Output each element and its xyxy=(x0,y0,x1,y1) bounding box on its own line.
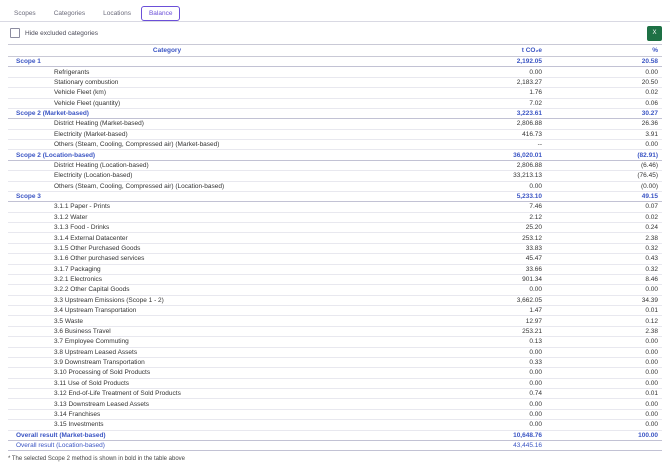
cell-percent: 0.00 xyxy=(546,140,662,150)
cell-value: 3,223.61 xyxy=(326,108,546,118)
cell-percent: 2.38 xyxy=(546,326,662,336)
tab-scopes[interactable]: Scopes xyxy=(14,10,36,17)
cell-value: 0.00 xyxy=(326,285,546,295)
table-row[interactable] xyxy=(8,223,662,233)
cell-percent: 0.07 xyxy=(546,202,662,212)
cell-value: 0.13 xyxy=(326,337,546,347)
cell-category: Others (Steam, Cooling, Compressed air) (Location-based) xyxy=(8,181,326,191)
cell-category: Overall result (Market-based) xyxy=(8,430,326,440)
cell-percent: 0.32 xyxy=(546,264,662,274)
cell-category: Refrigerants xyxy=(8,67,326,77)
cell-value: 0.00 xyxy=(326,181,546,191)
cell-percent: 0.00 xyxy=(546,285,662,295)
balance-table xyxy=(8,44,662,451)
hide-excluded-label: Hide excluded categories xyxy=(25,29,98,37)
cell-category: 3.2.2 Other Capital Goods xyxy=(8,285,326,295)
cell-percent: 0.00 xyxy=(546,357,662,367)
table-row[interactable] xyxy=(8,202,662,212)
cell-category: Overall result (Location-based) xyxy=(8,440,326,450)
cell-category: 3.7 Employee Commuting xyxy=(8,337,326,347)
cell-category: 3.14 Franchises xyxy=(8,409,326,419)
table-row[interactable] xyxy=(8,264,662,274)
tab-categories[interactable]: Categories xyxy=(53,10,86,17)
cell-percent: 30.27 xyxy=(546,108,662,118)
cell-value: 0.33 xyxy=(326,357,546,367)
cell-value: 253.12 xyxy=(326,233,546,243)
cell-percent: 0.43 xyxy=(546,254,662,264)
table-row[interactable] xyxy=(8,160,662,170)
cell-value: 10,648.76 xyxy=(326,430,546,440)
cell-percent: 20.50 xyxy=(546,77,662,87)
table-row[interactable] xyxy=(8,357,662,367)
table-row[interactable] xyxy=(8,77,662,87)
cell-category: 3.1.1 Paper - Prints xyxy=(8,202,326,212)
table-row[interactable] xyxy=(8,254,662,264)
cell-percent: 100.00 xyxy=(546,430,662,440)
cell-value: 0.00 xyxy=(326,399,546,409)
cell-category: Electricity (Location-based) xyxy=(8,171,326,181)
cell-percent xyxy=(546,440,662,450)
tab-balance[interactable]: Balance xyxy=(141,6,181,21)
table-row[interactable] xyxy=(8,108,662,118)
cell-percent: 0.00 xyxy=(546,399,662,409)
cell-value: 2,806.88 xyxy=(326,119,546,129)
cell-category: Scope 2 (Market-based) xyxy=(8,108,326,118)
column-header-percent: % xyxy=(546,45,662,57)
cell-percent: (6.46) xyxy=(546,160,662,170)
cell-category: 3.3 Upstream Emissions (Scope 1 - 2) xyxy=(8,295,326,305)
cell-category: Others (Steam, Cooling, Compressed air) (Market-based) xyxy=(8,140,326,150)
cell-category: 3.5 Waste xyxy=(8,316,326,326)
table-row[interactable] xyxy=(8,57,662,67)
cell-percent: (76.45) xyxy=(546,171,662,181)
cell-value: 25.20 xyxy=(326,223,546,233)
cell-percent: 0.24 xyxy=(546,223,662,233)
cell-category: 3.9 Downstream Transportation xyxy=(8,357,326,367)
cell-percent: 2.38 xyxy=(546,233,662,243)
column-header-value: t CO₂e xyxy=(326,45,546,57)
cell-category: 3.4 Upstream Transportation xyxy=(8,306,326,316)
cell-value: 12.97 xyxy=(326,316,546,326)
cell-value: -- xyxy=(326,140,546,150)
cell-value: 2,183.27 xyxy=(326,77,546,87)
table-row[interactable] xyxy=(8,295,662,305)
table-row[interactable] xyxy=(8,181,662,191)
toolbar xyxy=(0,22,670,44)
cell-percent: 0.01 xyxy=(546,306,662,316)
cell-percent: 49.15 xyxy=(546,191,662,201)
cell-value: 0.00 xyxy=(326,347,546,357)
footnote: * The selected Scope 2 method is shown in bold in the table above xyxy=(8,456,186,462)
table-row[interactable] xyxy=(8,150,662,160)
cell-value: 43,445.16 xyxy=(326,440,546,450)
cell-category: Electricity (Market-based) xyxy=(8,129,326,139)
table-row[interactable] xyxy=(8,347,662,357)
table-row[interactable] xyxy=(8,285,662,295)
table-row[interactable] xyxy=(8,171,662,181)
table-row[interactable] xyxy=(8,274,662,284)
table-row[interactable] xyxy=(8,440,662,450)
cell-value: 2,806.88 xyxy=(326,160,546,170)
column-header-category: Category xyxy=(8,45,326,57)
cell-value: 0.00 xyxy=(326,368,546,378)
cell-value: 0.00 xyxy=(326,67,546,77)
table-row[interactable] xyxy=(8,399,662,409)
cell-category: 3.10 Processing of Sold Products xyxy=(8,368,326,378)
cell-percent: 0.06 xyxy=(546,98,662,108)
table-row[interactable] xyxy=(8,191,662,201)
table-row[interactable] xyxy=(8,212,662,222)
table-row[interactable] xyxy=(8,368,662,378)
cell-value: 2.12 xyxy=(326,212,546,222)
cell-category: 3.13 Downstream Leased Assets xyxy=(8,399,326,409)
table-row[interactable] xyxy=(8,119,662,129)
report-table-container xyxy=(0,44,670,451)
cell-value: 33.66 xyxy=(326,264,546,274)
cell-percent: 26.36 xyxy=(546,119,662,129)
cell-percent: 0.01 xyxy=(546,389,662,399)
excel-export-icon[interactable]: X xyxy=(647,26,662,41)
cell-percent: (82.91) xyxy=(546,150,662,160)
cell-category: 3.12 End-of-Life Treatment of Sold Products xyxy=(8,389,326,399)
table-row[interactable] xyxy=(8,409,662,419)
cell-category: 3.1.4 External Datacenter xyxy=(8,233,326,243)
cell-value: 0.74 xyxy=(326,389,546,399)
table-row[interactable] xyxy=(8,140,662,150)
tab-bar xyxy=(0,0,670,22)
cell-value: 5,233.10 xyxy=(326,191,546,201)
cell-category: 3.1.7 Packaging xyxy=(8,264,326,274)
cell-category: 3.1.5 Other Purchased Goods xyxy=(8,243,326,253)
table-row[interactable] xyxy=(8,389,662,399)
cell-value: 0.00 xyxy=(326,378,546,388)
cell-percent: 3.91 xyxy=(546,129,662,139)
cell-value: 253.21 xyxy=(326,326,546,336)
cell-category: District Heating (Market-based) xyxy=(8,119,326,129)
cell-category: 3.15 Investments xyxy=(8,420,326,430)
cell-value: 33.83 xyxy=(326,243,546,253)
cell-value: 416.73 xyxy=(326,129,546,139)
cell-value: 33,213.13 xyxy=(326,171,546,181)
table-row[interactable] xyxy=(8,326,662,336)
tab-locations[interactable]: Locations xyxy=(103,10,131,17)
cell-category: Scope 2 (Location-based) xyxy=(8,150,326,160)
cell-category: Vehicle Fleet (quantity) xyxy=(8,98,326,108)
hide-excluded-checkbox[interactable] xyxy=(10,28,20,38)
cell-category: 3.11 Use of Sold Products xyxy=(8,378,326,388)
table-row[interactable] xyxy=(8,233,662,243)
cell-category: 3.1.2 Water xyxy=(8,212,326,222)
cell-percent: 0.12 xyxy=(546,316,662,326)
cell-percent: (0.00) xyxy=(546,181,662,191)
cell-percent: 20.58 xyxy=(546,57,662,67)
cell-category: 3.6 Business Travel xyxy=(8,326,326,336)
cell-percent: 0.02 xyxy=(546,212,662,222)
table-body xyxy=(8,57,662,451)
table-row[interactable] xyxy=(8,378,662,388)
table-row[interactable] xyxy=(8,129,662,139)
cell-value: 0.00 xyxy=(326,420,546,430)
cell-category: Stationary combustion xyxy=(8,77,326,87)
cell-category: Scope 1 xyxy=(8,57,326,67)
cell-percent: 34.39 xyxy=(546,295,662,305)
cell-percent: 0.00 xyxy=(546,378,662,388)
cell-percent: 0.00 xyxy=(546,337,662,347)
cell-category: 3.2.1 Electronics xyxy=(8,274,326,284)
cell-percent: 0.00 xyxy=(546,368,662,378)
cell-value: 1.76 xyxy=(326,88,546,98)
cell-percent: 8.46 xyxy=(546,274,662,284)
cell-value: 36,020.01 xyxy=(326,150,546,160)
cell-value: 2,192.05 xyxy=(326,57,546,67)
table-row[interactable] xyxy=(8,243,662,253)
cell-category: 3.8 Upstream Leased Assets xyxy=(8,347,326,357)
cell-value: 45.47 xyxy=(326,254,546,264)
cell-percent: 0.00 xyxy=(546,67,662,77)
cell-percent: 0.00 xyxy=(546,409,662,419)
cell-value: 7.46 xyxy=(326,202,546,212)
table-row[interactable] xyxy=(8,88,662,98)
table-row[interactable] xyxy=(8,67,662,77)
table-row[interactable] xyxy=(8,316,662,326)
cell-percent: 0.00 xyxy=(546,420,662,430)
cell-value: 1.47 xyxy=(326,306,546,316)
cell-value: 7.02 xyxy=(326,98,546,108)
cell-value: 3,662.05 xyxy=(326,295,546,305)
cell-category: Scope 3 xyxy=(8,191,326,201)
cell-category: District Heating (Location-based) xyxy=(8,160,326,170)
cell-category: 3.1.3 Food - Drinks xyxy=(8,223,326,233)
cell-percent: 0.32 xyxy=(546,243,662,253)
hide-excluded-categories-control[interactable] xyxy=(10,28,98,38)
table-row[interactable] xyxy=(8,337,662,347)
table-row[interactable] xyxy=(8,306,662,316)
cell-category: Vehicle Fleet (km) xyxy=(8,88,326,98)
cell-percent: 0.00 xyxy=(546,347,662,357)
cell-percent: 0.02 xyxy=(546,88,662,98)
table-row[interactable] xyxy=(8,98,662,108)
table-header-row xyxy=(8,45,662,57)
cell-category: 3.1.6 Other purchased services xyxy=(8,254,326,264)
cell-value: 0.00 xyxy=(326,409,546,419)
table-row[interactable] xyxy=(8,430,662,440)
cell-value: 901.34 xyxy=(326,274,546,284)
table-row[interactable] xyxy=(8,420,662,430)
